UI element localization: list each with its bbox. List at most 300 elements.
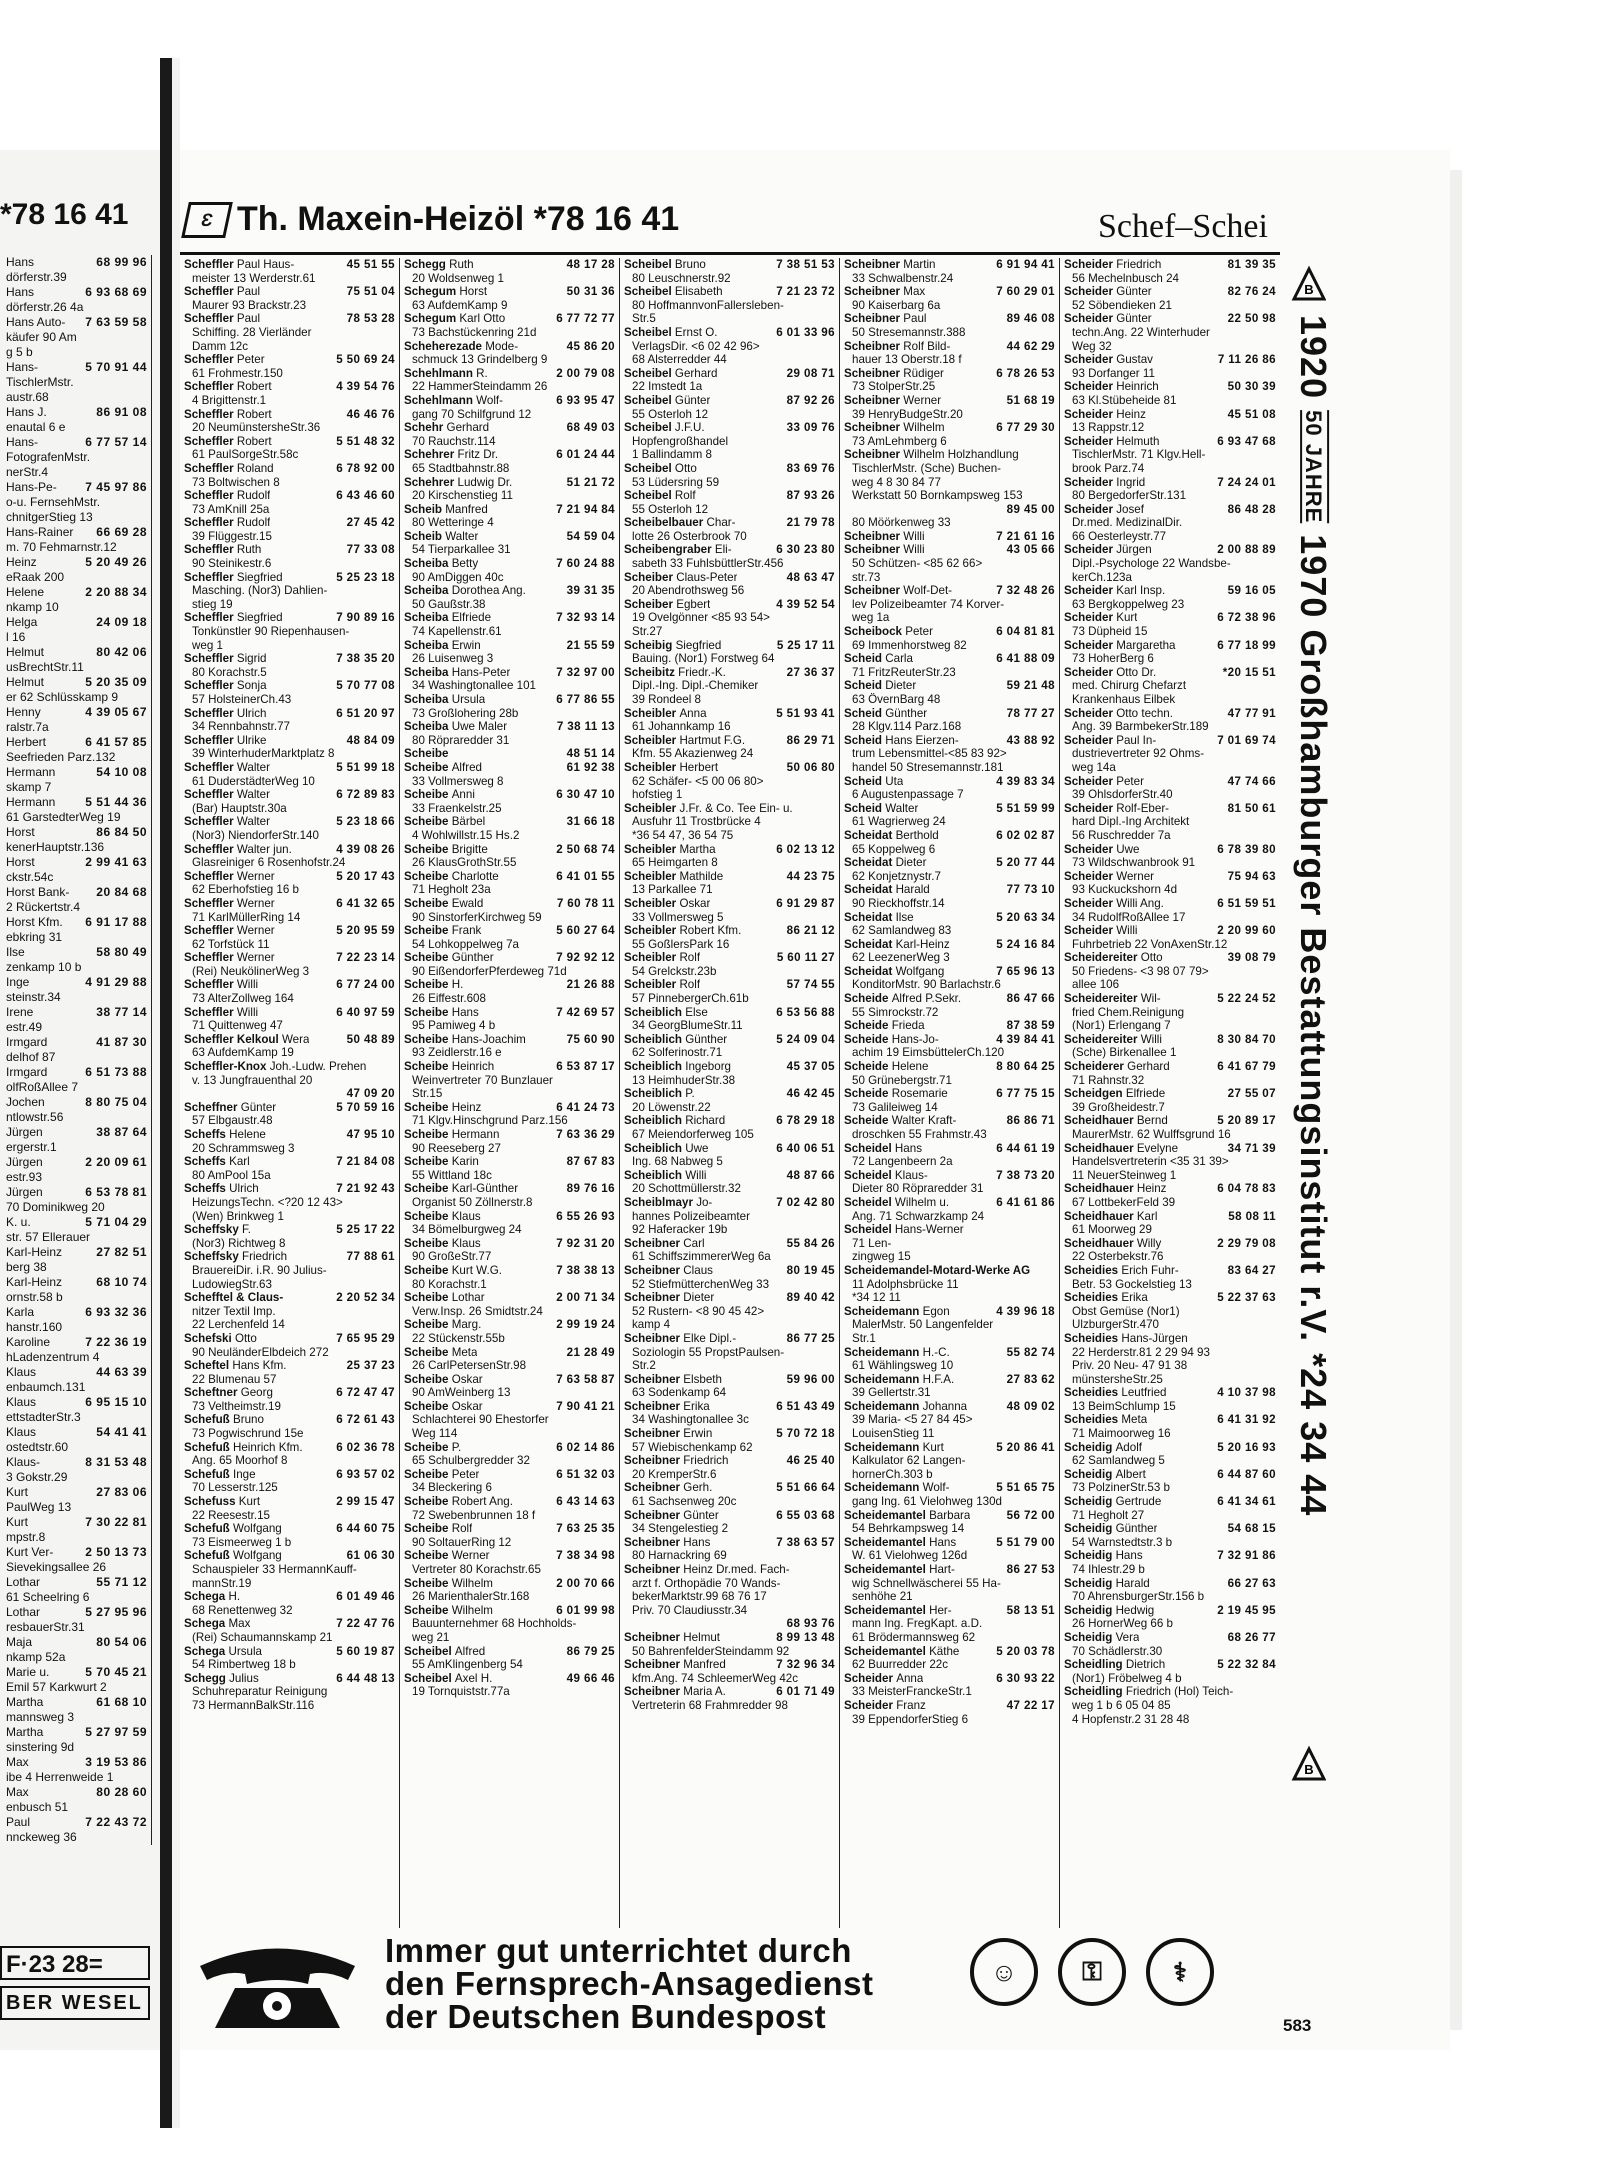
directory-entry [1064,924,1276,951]
phone-number: 5 23 18 66 [336,815,395,829]
entry-name [1064,639,1176,653]
entry-name [184,815,270,829]
surname: Schegum [404,312,457,326]
page-gutter [172,58,180,2128]
given-name: Evelyne [1136,1141,1179,1155]
surname: Scheibel [624,258,672,271]
previous-page-row [6,375,147,390]
surname: Scheibel [624,325,672,339]
previous-page-row [6,1455,147,1470]
entry-name [184,1413,264,1427]
directory-entry [404,421,615,448]
previous-page-row [6,915,147,930]
surname: Schega [184,1590,226,1604]
entry-address: mann Ing. FregKapt. a.D. [852,1617,983,1631]
previous-page-row [6,1395,147,1410]
row-phone: 6 93 32 36 [85,1305,147,1319]
entry-address: Obst Gemüse (Nor1) [1072,1304,1180,1318]
row-phone: 8 31 53 48 [85,1455,147,1469]
given-name: J.F.U. [674,421,705,435]
surname: Scheidemantel [844,1508,926,1522]
entry-address: senhöhe 21 [852,1590,913,1604]
row-text: mannsweg 3 [6,1710,75,1724]
entry-address: 62 Solferinostr.71 [632,1046,723,1060]
surname: Scheibitz [624,665,675,679]
phone-number: 7 65 95 29 [336,1331,395,1345]
directory-entry [404,1577,615,1604]
surname: Scheidel [844,1223,892,1237]
entry-name [184,1223,251,1237]
phone-number: 6 44 60 75 [336,1522,395,1536]
given-name: Alfred [454,1644,486,1658]
entry-name [184,1386,273,1400]
directory-entry [184,1006,395,1033]
phone-number: 45 51 55 [346,258,395,271]
entry-name [404,1237,481,1251]
previous-page-row [6,900,147,915]
row-phone: 2 50 13 73 [85,1545,147,1559]
entry-name [1064,1386,1167,1400]
previous-page-row [6,1485,147,1500]
directory-entry [844,1699,1055,1726]
entry-name [1064,951,1163,965]
entry-name [184,408,272,422]
directory-entry [844,1019,1055,1033]
surname: Scheidat [844,828,893,842]
directory-entry [1064,992,1276,1033]
phone-number: 6 91 94 41 [996,258,1055,271]
surname: Scheiblich [624,1060,682,1074]
row-text: Maja [6,1635,33,1649]
row-text: ebkring 31 [6,930,63,944]
directory-entry [844,503,1055,530]
given-name: Wilhelm [903,421,945,435]
previous-page-row [6,1440,147,1455]
phone-number: 6 93 47 68 [1217,434,1276,448]
directory-entry [624,1006,835,1033]
surname: Scheiba [404,584,449,598]
surname: Scheidies [1064,1386,1119,1400]
directory-entry [404,1522,615,1549]
entry-name [1064,1577,1150,1591]
row-text: steinstr.34 [6,990,61,1004]
directory-entry [844,1033,1055,1060]
phone-number: 5 70 59 16 [336,1100,395,1114]
row-text: Lothar [6,1605,41,1619]
given-name: Gerh. [683,1481,713,1495]
surname: Scheidemantel [844,1535,926,1549]
previous-page-row [6,1575,147,1590]
directory-entry [1064,1033,1276,1060]
directory-entry [1064,285,1276,312]
previous-page-row [6,1725,147,1740]
previous-page-row [6,615,147,630]
phone-number: 5 20 16 93 [1217,1440,1276,1454]
given-name: Jürgen [1116,543,1152,557]
phone-number: 86 48 28 [1227,502,1276,516]
directory-entry [184,1087,395,1101]
row-text: er 62 Schlüsskamp 9 [6,690,119,704]
entry-name [184,1441,303,1455]
row-text: Lothar [6,1575,41,1589]
entry-address: (Sche) Birkenallee 1 [1072,1046,1177,1060]
previous-page-row [6,1350,147,1365]
row-phone: 5 27 95 96 [85,1605,147,1619]
entry-name [844,543,925,557]
surname: Scheider [1064,801,1113,815]
entry-name [404,394,503,408]
entry-name [624,1196,712,1210]
phone-number: 6 53 87 17 [556,1060,615,1074]
surname: Scheibner [624,1508,681,1522]
directory-entry [624,1033,835,1060]
surname: Scheibner [624,1399,681,1413]
phone-number: 7 21 94 84 [556,502,615,516]
surname: Scheibner [844,285,901,299]
row-text: enbaumch.131 [6,1380,86,1394]
row-text: dörferstr.39 [6,270,67,284]
entry-name [404,1291,485,1305]
entry-name [184,1495,260,1509]
given-name: Heinrich [1116,380,1159,394]
phone-number: 5 51 59 99 [996,801,1055,815]
directory-entry [1064,503,1276,544]
previous-page-row [6,1305,147,1320]
given-name: Robert [236,407,272,421]
entry-address: 50 Stresemannstr.388 [852,325,966,339]
surname: Scheide [844,1060,889,1074]
given-name: H. [228,1590,241,1604]
row-text: enautal 6 e [6,420,66,434]
entry-address: allee 106 [1072,978,1120,992]
given-name: Rosemarie [891,1087,948,1101]
entry-address: 73 Düpheid 15 [1072,625,1148,639]
surname: Scheiblich [624,1032,682,1046]
given-name: Berthold [895,828,939,842]
entry-address: trum Lebensmittel-<85 83 92> [852,747,1007,761]
phone-number: 58 13 51 [1006,1603,1055,1617]
directory-entry [1064,870,1276,897]
surname: Scheffler [184,652,234,666]
phone-number: 2 99 19 24 [556,1318,615,1332]
row-text: Helmut [6,675,45,689]
phone-number: 50 30 39 [1227,380,1276,394]
directory-entry [404,1318,615,1345]
given-name: Willi [236,978,259,992]
directory-entry [404,1060,615,1101]
entry-address: Str.1 [852,1331,876,1345]
directory-entry [1064,1441,1276,1468]
directory-entry [184,1033,395,1060]
row-text: Seefrieden Parz.132 [6,750,116,764]
entry-address: 20 KremperStr.6 [632,1467,717,1481]
entry-name [624,1631,720,1645]
given-name: Helmuth [1116,434,1160,448]
entry-address: *34 12 11 [852,1291,901,1305]
entry-address: 26 Eiffestr.608 [412,992,486,1006]
entry-name [184,652,267,666]
row-text: 2 Rückertstr.4 [6,900,81,914]
entry-address: 34 Bömelburgweg 24 [412,1223,522,1237]
directory-entry [184,258,395,285]
row-text: Jochen [6,1095,45,1109]
entry-address: 62 Samlandweg 5 [1072,1454,1165,1468]
entry-address: 1 Ballindamm 8 [632,448,712,462]
surname: Scheider [844,1671,893,1685]
phone-number: 6 43 14 63 [556,1495,615,1509]
row-text: ralstr.7a [6,720,49,734]
surname: Scheider [1064,869,1113,883]
surname: Scheffs [184,1182,226,1196]
entry-name [184,978,258,992]
given-name: Peter [905,625,933,639]
entry-address: Str.5 [632,312,656,326]
entry-name [1064,1060,1170,1074]
phone-number: 33 09 76 [786,421,835,435]
row-text: Ilse [6,945,25,959]
given-name: Klaus [451,1209,481,1223]
entry-address: 55 AmKlingenberg 54 [412,1658,523,1672]
phone-number: 77 88 61 [346,1250,395,1264]
entry-name [624,258,706,272]
directory-entry [184,353,395,380]
given-name: Robert Kfm. [679,924,742,938]
previous-page-row [6,525,147,540]
phone-number: 7 60 78 11 [556,896,615,910]
row-phone: 6 77 57 14 [85,435,147,449]
surname: Scheffler [184,951,234,965]
phone-number: 7 21 61 16 [996,529,1055,543]
phone-number: 58 08 11 [1228,1209,1276,1223]
entry-name [624,1658,726,1672]
directory-entry [844,652,1055,679]
entry-address: 39 Flüggestr.15 [192,529,272,543]
row-phone: 20 84 68 [96,885,147,899]
entry-address: 50 Schützen- <85 62 66> [852,557,983,571]
row-text: Heinz [6,555,37,569]
given-name: Günther [451,951,494,965]
entry-name [404,1155,479,1169]
given-name: Helene [229,1128,266,1141]
entry-address: 62 Schäfer- <5 00 06 80> [632,774,764,788]
entry-name [844,312,927,326]
given-name: Ernst O. [674,325,718,339]
directory-entry [624,1563,835,1617]
previous-page-row [6,990,147,1005]
entry-name [404,1373,483,1387]
given-name: Carla [885,652,913,666]
surname: Scheffler [184,842,234,856]
previous-page-row [6,1590,147,1605]
surname: Scheider [1064,733,1113,747]
entry-name [1064,1087,1165,1101]
entry-name [404,870,499,884]
given-name: Otto techn. [1116,706,1173,720]
surname: Scheffler [184,679,234,693]
entry-address: Dipl.-Ing. Dipl.-Chemiker [632,679,759,693]
phone-number: 75 94 63 [1227,869,1276,883]
previous-page-row [6,1200,147,1215]
surname: Scheid [844,706,883,720]
vertical-advertisement [1290,265,1334,1795]
entry-name [404,285,487,299]
directory-entry [404,1128,615,1155]
phone-number: 7 11 26 86 [1217,353,1276,367]
entry-address: bekerMarktstr.99 68 76 17 [632,1590,767,1604]
phone-number: 6 41 34 61 [1217,1495,1276,1509]
entry-name [184,843,292,857]
given-name: Dieter [885,679,917,693]
surname: Scheiba [404,665,449,679]
entry-address: 73 Großlohering 28b [412,706,519,720]
given-name: Hartmut F.G. [679,733,746,747]
row-phone: 55 71 12 [96,1575,147,1589]
given-name: Günther [685,1032,728,1046]
entry-name [1064,1495,1161,1509]
surname: Scheibner [844,529,901,543]
entry-address: kfm.Ang. 74 SchleemerWeg 42c [632,1671,799,1685]
entry-address: Schlachterei 90 Ehestorfer [412,1413,549,1427]
entry-name [1064,380,1159,394]
directory-entry [184,679,395,706]
directory-entry [404,285,615,312]
phone-number: 86 47 66 [1006,992,1055,1006]
entry-name [184,353,265,367]
phone-number: 6 44 48 13 [336,1671,395,1685]
row-text: 3 Gokstr.29 [6,1470,68,1484]
entry-address: 63 Kl.Stübeheide 81 [1072,393,1177,407]
entry-name [404,476,512,490]
phone-number: 6 51 32 03 [556,1467,615,1481]
entry-name [844,938,950,952]
entry-name [1064,775,1144,789]
directory-entry [404,870,615,897]
entry-name [624,1332,736,1346]
entry-address: Vertreterin 68 Frahmredder 98 [632,1698,788,1712]
given-name: Karl Insp. [1116,584,1166,598]
surname: Scheiderer [1064,1060,1124,1074]
entry-name [1064,1182,1166,1196]
directory-entry [184,951,395,978]
directory-entry [184,1359,395,1386]
phone-number: 6 02 13 12 [776,842,835,856]
given-name: Günter [1116,285,1152,299]
entry-address: Vertreter 80 Korachstr.65 [412,1563,541,1576]
phone-number: 5 51 65 75 [996,1481,1055,1495]
given-name: Willi [903,529,925,543]
clock-face-icon: ☺ [970,1938,1038,2006]
directory-entry [404,1006,615,1033]
entry-address: LouisenStieg 11 [852,1427,935,1441]
row-text: Marie u. [6,1665,50,1679]
entry-address: 34 RudolfRoßAllee 17 [1072,910,1186,924]
row-text: delhof 87 [6,1050,56,1064]
given-name: Willi [1140,1032,1162,1046]
given-name: Bruno [232,1413,264,1427]
given-name: Claus-Peter [676,570,738,584]
entry-address: lotte 26 Osterbrook 70 [632,529,747,543]
phone-number: 6 01 71 49 [776,1685,835,1699]
directory-entry [624,843,835,870]
directory-entry [1064,435,1276,476]
surname: Scheibner [844,584,901,598]
phone-number: 51 21 72 [566,475,615,489]
directory-entry [844,1196,1055,1223]
entry-address: 50 BahrenfelderSteindamm 92 [632,1644,790,1658]
directory-entry [844,1087,1055,1114]
entry-name [1064,1114,1168,1128]
row-text: Emil 57 Karkwurt 2 [6,1680,107,1694]
phone-number: 5 60 19 87 [336,1644,395,1658]
surname: Schehlmann [404,366,473,380]
directory-entry [184,1386,395,1413]
given-name: Rolf Bild- [903,339,951,353]
entry-name [844,1305,950,1319]
directory-entry [404,1441,615,1468]
entry-address: 62 Buurredder 22c [852,1658,949,1672]
entry-name [844,1699,926,1713]
entry-name [624,707,707,721]
row-text: Hans- [6,360,39,374]
entry-address: 80 Harnackring 69 [632,1549,727,1563]
jubilee: 50 JAHRE [1301,410,1326,524]
entry-name [844,1672,923,1686]
surname: Scheffler [184,869,234,883]
entry-address: 4 Brigittenstr.1 [192,393,267,407]
surname: Scheidig [1064,1495,1113,1509]
entry-address: 55 Simrockstr.72 [852,1005,939,1019]
row-text: Sievekingsallee 26 [6,1560,107,1574]
directory-entry [624,1631,835,1658]
given-name: Paul [903,312,927,326]
surname: Schegg [184,1671,226,1685]
given-name: Roland [236,461,274,475]
entry-name [1064,1441,1142,1455]
entry-name [844,1563,955,1577]
phone-number: 6 41 88 09 [996,652,1055,666]
entry-address: 34 GeorgBlumeStr.11 [632,1019,743,1033]
row-text: Hans J. [6,405,47,419]
directory-entry [404,1549,615,1576]
previous-page-row [6,450,147,465]
directory-entry [404,1468,615,1495]
given-name: Manfred [445,502,488,516]
entry-address: TischlerMstr. 71 Klgv.Hell- [1072,448,1206,462]
entry-address: 26 KlausGrothStr.55 [412,856,517,870]
surname: Scheffler [184,788,234,802]
row-text: kenerHauptstr.136 [6,840,105,854]
surname: Scheider [1064,353,1113,367]
row-phone: 5 70 91 44 [85,360,147,374]
entry-address: (Wen) Brinkweg 1 [192,1209,284,1223]
surname: Scheid [844,733,883,747]
entry-address: 39 WinterhuderMarktplatz 8 [192,747,335,761]
entry-name [1064,285,1152,299]
row-phone: 5 20 35 09 [85,675,147,689]
entry-name [844,1019,925,1033]
given-name: Richard [685,1114,726,1128]
given-name: Frank [451,924,482,938]
entry-name [184,897,275,911]
entry-address: 90 NeuländerElbdeich 272 [192,1345,329,1359]
surname: Scheider [1064,896,1113,910]
institute-name: Großhamburger Bestattungsinstitut r.V. *24 34 44 [1293,629,1334,1517]
directory-entry [844,1346,1055,1373]
phone-number: 34 71 39 [1227,1141,1276,1155]
entry-name [844,883,930,897]
given-name: Rolf [679,951,701,965]
phone-number: 21 55 59 [566,638,615,652]
